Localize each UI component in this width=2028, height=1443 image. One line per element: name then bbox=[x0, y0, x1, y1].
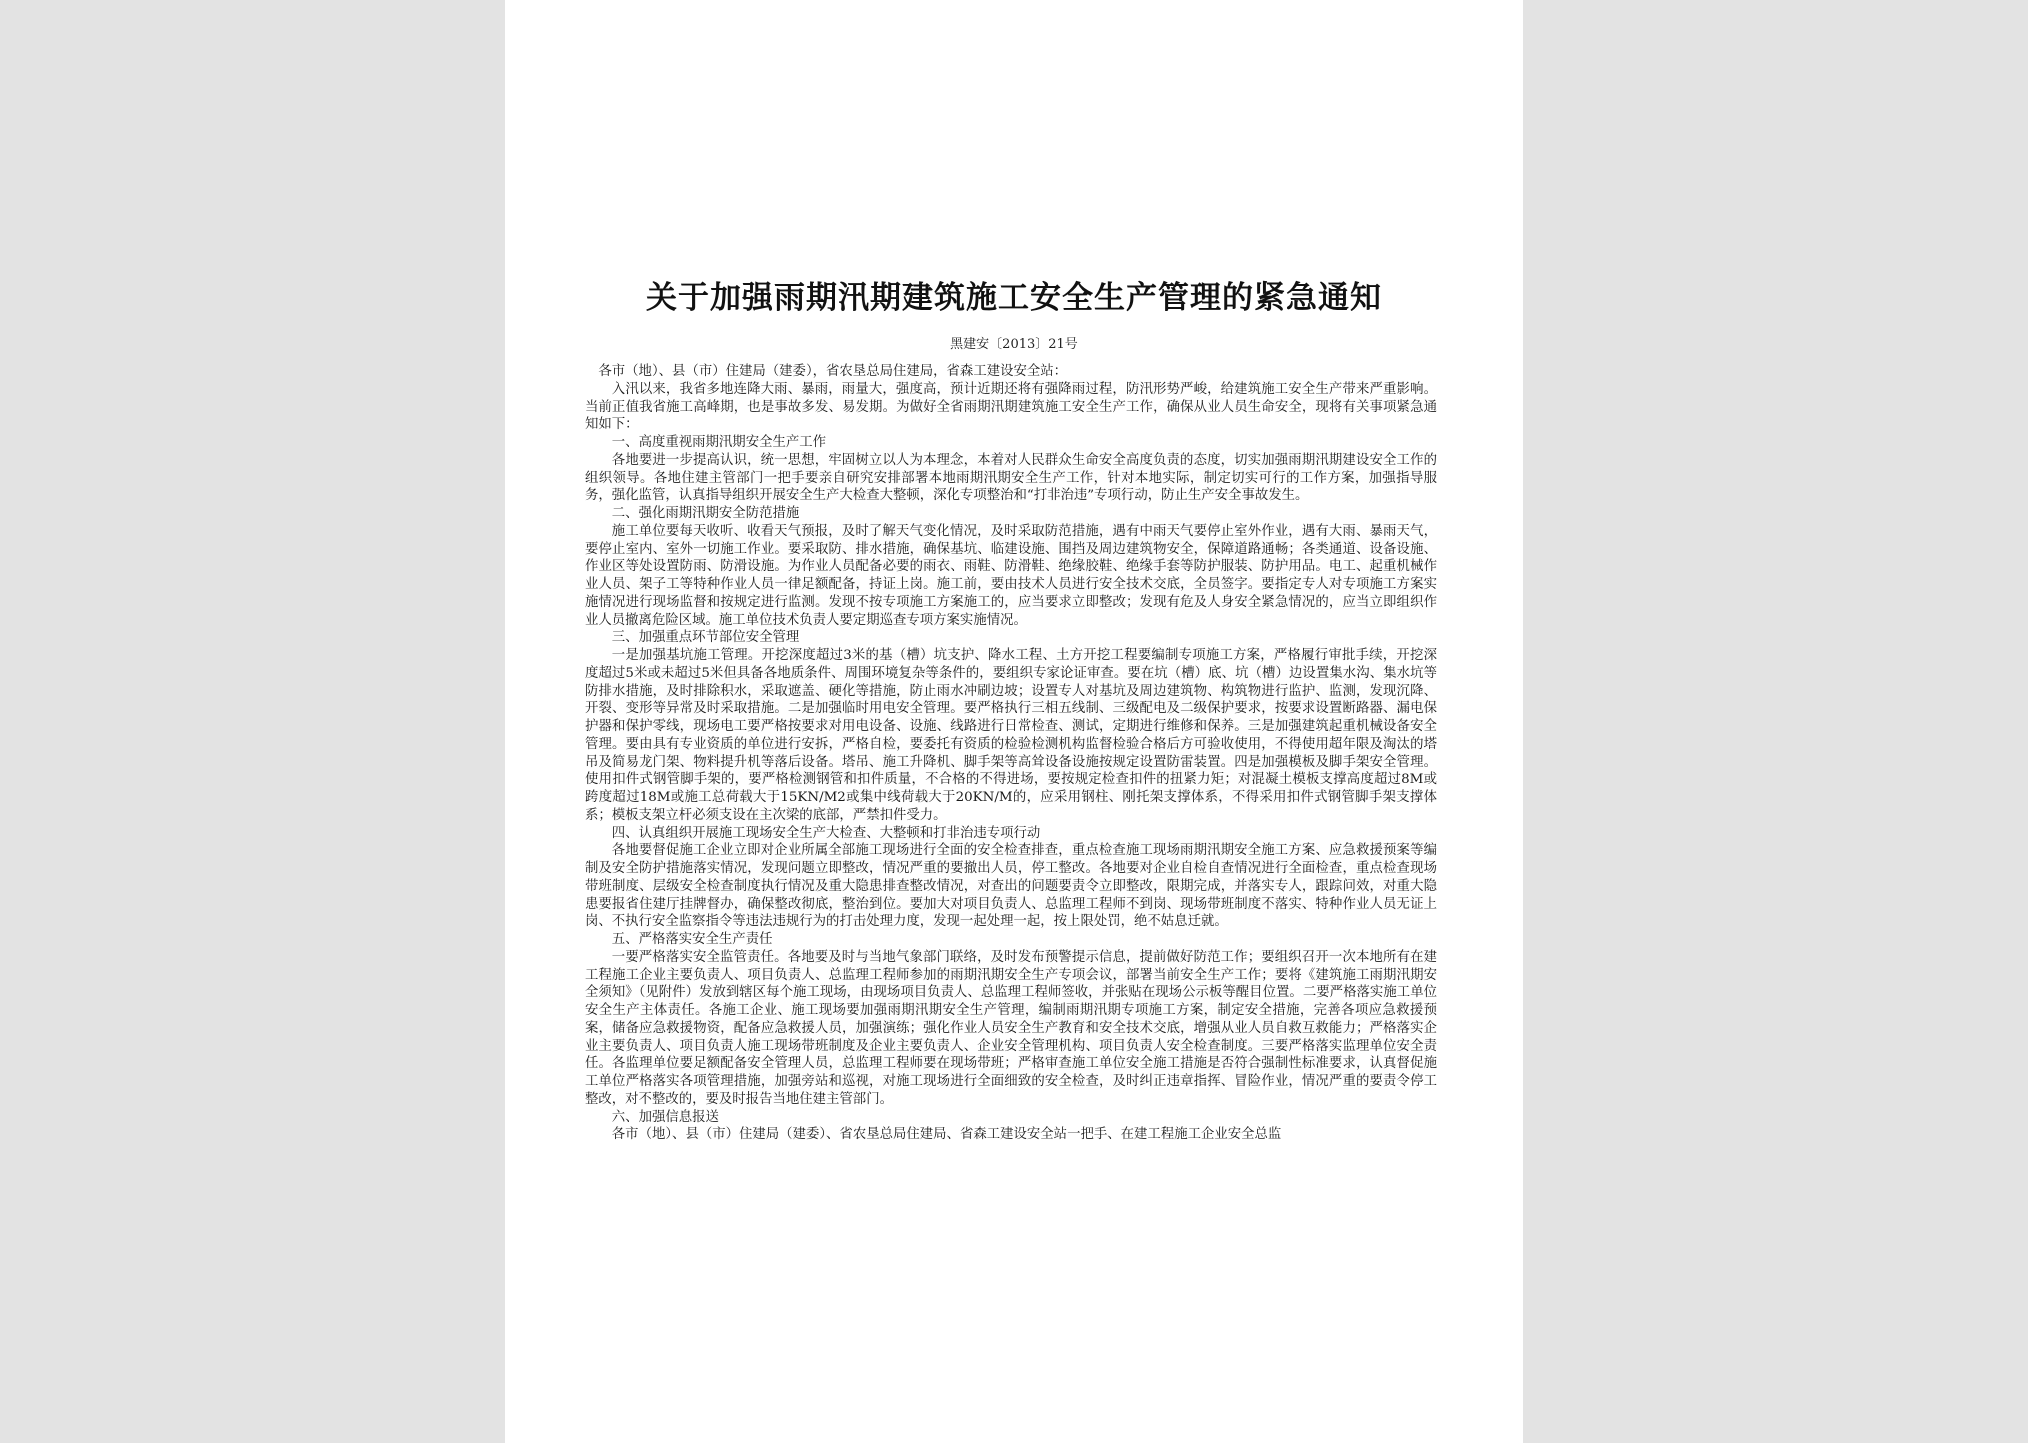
section-5-heading: 五、严格落实安全生产责任 bbox=[611, 932, 773, 947]
document-title: 关于加强雨期汛期建筑施工安全生产管理的紧急通知 bbox=[646, 280, 1382, 316]
section-2-body: 施工单位要每天收听、收看天气预报，及时了解天气变化情况，及时采取防范措施，遇有中雨天气要停止室外作业，遇有大雨、暴雨天气，要停止室内、室外一切施工作业。要采取防、排水措施，确保基坑、临建设施、围挡及周边建筑物安全，保障道路通畅；各类通道、设备设施、作业区等处设置防雨、防滑设施。为作业人员配备必要的雨衣、雨鞋、防滑鞋、绝缘胶鞋、绝缘手套等防护服装、防护用品。电工、起重机械作业人员、架子工等特种作业人员一律足额配备，持证上岗。施工前，要由技术人员进行安全技术交底，全员签字。要指定专人对专项施工方案实施情况进行现场监督和按规定进行监测。发现不按专项施工方案施工的，应当要求立即整改；发现有危及人身安全紧急情况的，应当立即组织作业人员撤离危险区域。施工单位技术负责人要定期巡查专项方案实施情况。 bbox=[585, 523, 1437, 628]
section-4-body: 各地要督促施工企业立即对企业所属全部施工现场进行全面的安全检查排查，重点检查施工现场雨期汛期安全施工方案、应急救援预案等编制及安全防护措施落实情况，发现问题立即整改，情况严重的要撤出人员，停工整改。各地要对企业自检自查情况进行全面检查，重点检查现场带班制度、层级安全检查制度执行情况及重大隐患排查整改情况，对查出的问题要责令立即整改，限期完成，并落实专人，跟踪问效，对重大隐患要报省住建厅挂牌督办，确保整改彻底，整治到位。要加大对项目负责人、总监理工程师不到岗、现场带班制度不落实、特种作业人员无证上岗、不执行安全监察指令等违法违规行为的打击处理力度，发现一起处理一起，按上限处罚，绝不姑息迁就。 bbox=[585, 843, 1437, 930]
section-6-heading: 六、加强信息报送 bbox=[611, 1109, 719, 1125]
section-2-heading: 二、强化雨期汛期安全防范措施 bbox=[611, 506, 800, 521]
section-6-body: 各市（地）、县（市）住建局（建委）、省农垦总局住建局、省森工建设安全站一把手、在建工程施工企业安全总监 bbox=[611, 1127, 1282, 1143]
document-page bbox=[505, 0, 1523, 1443]
document-number: 黑建安〔2013〕21号 bbox=[950, 337, 1078, 352]
section-1-body: 各地要进一步提高认识，统一思想，牢固树立以人为本理念，本着对人民群众生命安全高度负责的态度，切实加强雨期汛期建设安全工作的组织领导。各地住建主管部门一把手要亲自研究安排部署本地雨期汛期安全生产工作，针对本地实际，制定切实可行的工作方案，加强指导服务，强化监管，认真指导组织开展安全生产大检查大整顿，深化专项整治和“打非治违”专项行动，防止生产安全事故发生。 bbox=[585, 452, 1437, 504]
section-5-body: 一要严格落实安全监管责任。各地要及时与当地气象部门联络，及时发布预警提示信息，提前做好防范工作；要组织召开一次本地所有在建工程施工企业主要负责人、项目负责人、总监理工程师参加的雨期汛期安全生产专项会议，部署当前安全生产工作；要将《建筑施工雨期汛期安全须知》（见附件）发放到辖区每个施工现场，由现场项目负责人、总监理工程师签收，并张贴在现场公示板等醒目位置。二要严格落实施工单位安全生产主体责任。各施工企业、施工现场要加强雨期汛期安全生产管理，编制雨期汛期专项施工方案，制定安全措施，完善各项应急救援预案，储备应急救援物资，配备应急救援人员，加强演练；强化作业人员安全生产教育和安全技术交底，增强从业人员自救互救能力；严格落实企业主要负责人、项目负责人施工现场带班制度及企业主要负责人、企业安全管理机构、项目负责人安全检查制度。三要严格落实监理单位安全责任。各监理单位要足额配备安全管理人员，总监理工程师要在现场带班；严格审查施工单位安全施工措施是否符合强制性标准要求，认真督促施工单位严格落实各项管理措施，加强旁站和巡视，对施工现场进行全面细致的安全检查，及时纠正违章指挥、冒险作业，情况严重的要责令停工整改，对不整改的，要及时报告当地住建主管部门。 bbox=[585, 949, 1437, 1107]
salutation: 各市（地）、县（市）住建局（建委），省农垦总局住建局，省森工建设安全站： bbox=[598, 364, 1068, 379]
intro-paragraph: 入汛以来，我省多地连降大雨、暴雨，雨量大，强度高，预计近期还将有强降雨过程，防汛形势严峻，给建筑施工安全生产带来严重影响。当前正值我省施工高峰期，也是事故多发、易发期。为做好全省雨期汛期建筑施工安全生产工作，确保从业人员生命安全，现将有关事项紧急通知如下： bbox=[585, 381, 1437, 433]
section-3-body: 一是加强基坑施工管理。开挖深度超过3米的基（槽）坑支护、降水工程、土方开挖工程要编制专项施工方案，严格履行审批手续，开挖深度超过5米或未超过5米但具备各地质条件、周围环境复杂等条件的，要组织专家论证审查。要在坑（槽）底、坑（槽）边设置集水沟、集水坑等防排水措施，及时排除积水，采取遮盖、硬化等措施，防止雨水冲刷边坡；设置专人对基坑及周边建筑物、构筑物进行监护、监测，发现沉降、开裂、变形等异常及时采取措施。二是加强临时用电安全管理。要严格执行三相五线制、三级配电及二级保护要求，按要求设置断路器、漏电保护器和保护零线，现场电工要严格按要求对用电设备、设施、线路进行日常检查、测试，定期进行维修和保养。三是加强建筑起重机械设备安全管理。要由具有专业资质的单位进行安拆，严格自检，要委托有资质的检验检测机构监督检验合格后方可验收使用，不得使用超年限及淘汰的塔吊及简易龙门架、物料提升机等落后设备。塔吊、施工升降机、脚手架等高耸设备设施按规定设置防雷装置。四是加强模板及脚手架安全管理。使用扣件式钢管脚手架的，要严格检测钢管和扣件质量，不合格的不得进场，要按规定检查扣件的扭紧力矩；对混凝土模板支撑高度超过8M或跨度超过18M或施工总荷载大于15KN/M2或集中线荷载大于20KN/M的，应采用钢柱、刚托架支撑体系，不得采用扣件式钢管脚手架支撑体系；模板支架立杆必须支设在主次梁的底部，严禁扣件受力。 bbox=[585, 648, 1437, 823]
section-3-heading: 三、加强重点环节部位安全管理 bbox=[611, 630, 800, 646]
section-1-heading: 一、高度重视雨期汛期安全生产工作 bbox=[611, 435, 827, 450]
document-body bbox=[585, 363, 1437, 1144]
section-4-heading: 四、认真组织开展施工现场安全生产大检查、大整顿和打非治违专项行动 bbox=[611, 825, 1041, 841]
